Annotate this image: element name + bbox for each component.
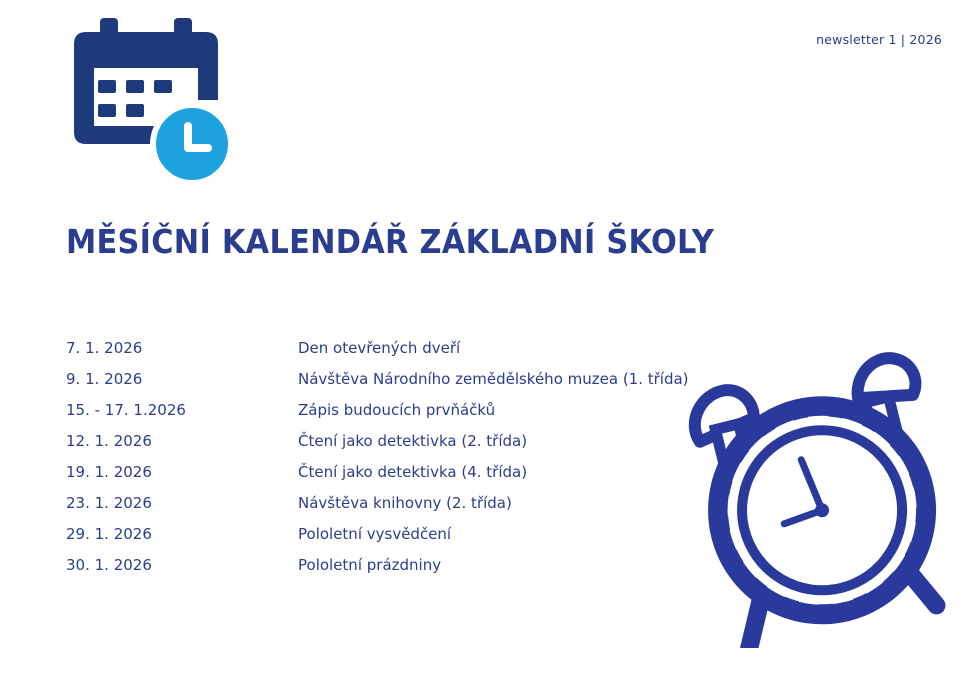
event-row [66, 522, 726, 553]
event-date: 23. 1. 2026 [66, 494, 152, 512]
event-date: 29. 1. 2026 [66, 525, 152, 543]
event-row [66, 460, 726, 491]
event-date: 9. 1. 2026 [66, 370, 143, 388]
calendar-clock-icon [70, 18, 235, 186]
event-row [66, 336, 726, 367]
event-row [66, 398, 726, 429]
event-title: Zápis budoucích prvňáčků [298, 401, 496, 419]
event-title: Návštěva Národního zemědělského muzea (1. třída) [298, 370, 689, 388]
event-title: Čtení jako detektivka (4. třída) [298, 463, 528, 481]
event-row [66, 553, 726, 584]
alarm-clock-icon [676, 348, 976, 648]
event-row [66, 429, 726, 460]
event-row [66, 491, 726, 522]
event-title: Pololetní vysvědčení [298, 525, 452, 543]
event-title: Den otevřených dveří [298, 339, 461, 357]
event-title: Pololetní prázdniny [298, 556, 442, 574]
event-date: 19. 1. 2026 [66, 463, 152, 481]
event-row [66, 367, 726, 398]
event-title: Čtení jako detektivka (2. třída) [298, 432, 528, 450]
event-date: 12. 1. 2026 [66, 432, 152, 450]
event-date: 15. - 17. 1.2026 [66, 401, 186, 419]
event-title: Návštěva knihovny (2. třída) [298, 494, 512, 512]
event-date: 7. 1. 2026 [66, 339, 143, 357]
page-title: MĚSÍČNÍ KALENDÁŘ ZÁKLADNÍ ŠKOLY [66, 222, 715, 261]
newsletter-label: newsletter 1 | 2026 [816, 32, 942, 47]
event-list [66, 336, 726, 584]
event-date: 30. 1. 2026 [66, 556, 152, 574]
